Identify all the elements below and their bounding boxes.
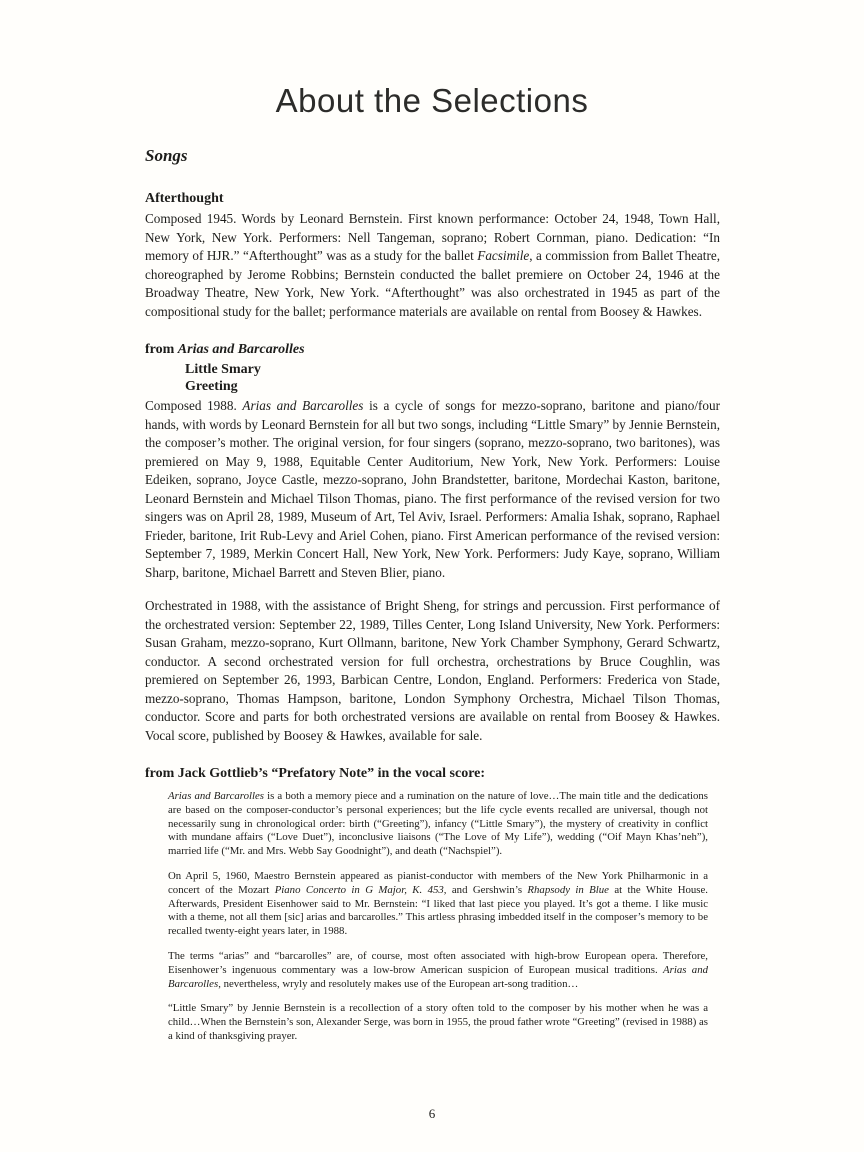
work-heading-arias-and-barcarolles: from Arias and Barcarolles: [145, 342, 305, 357]
gottlieb-quote-2: On April 5, 1960, Maestro Bernstein appeared as pianist-conductor with members of the New York Philharmonic in a concert of the Mozart Piano Concerto in G Major, K. 453, and Gershwin’s Rhapsody in Blue at the White House. Afterwards, President Eisenhower said to Mr. Bernstein: “I liked that last piece you played. It’s got a theme. I like music with a theme, not all them [sic] arias and barcarolles.” This artless phrasing imbedded itself in the composer’s memory to be recalled twenty-eight years later, in 1988.: [168, 869, 708, 938]
gottlieb-prefatory-note-heading: from Jack Gottlieb’s “Prefatory Note” in the vocal score:: [145, 766, 486, 781]
page-number: 6: [428, 1106, 436, 1121]
page-content: [145, 146, 720, 1044]
arias-paragraph-1: Composed 1988. Arias and Barcarolles is a cycle of songs for mezzo-soprano, baritone and piano/four hands, with words by Leonard Bernstein for all but two songs, including “Little Smary” by Jennie Bernstein, the composer’s mother. The original version, for four singers (soprano, mezzo-soprano, two baritones), was premiered on May 9, 1988, Equitable Center Auditorium, New York, New York. Performers: Louise Edeiken, soprano, Joyce Castle, mezzo-soprano, John Brandstetter, baritone, Mordechai Kaston, baritone, Leonard Bernstein and Michael Tilson Thomas, piano. The first performance of the revised version for two singers was on April 28, 1989, Museum of Art, Tel Aviv, Israel. Performers: Amalia Ishak, soprano, Raphael Frieder, baritone, Irit Rub-Levy and Ariel Cohen, piano. First American performance of the revised version: September 7, 1989, Merkin Concert Hall, New York, New York. Performers: Judy Kaye, soprano, William Sharp, baritone, Michael Barrett and Steven Blier, piano.: [145, 398, 720, 580]
section-heading-songs: Songs: [145, 146, 188, 165]
song-title-little-smary: Little Smary: [185, 362, 261, 377]
page-title: About the Selections: [275, 82, 589, 119]
gottlieb-quote-block: [145, 790, 720, 1044]
gottlieb-quote-4: “Little Smary” by Jennie Bernstein is a recollection of a story often told to the composer by his mother when he was a child…When the Bernstein’s son, Alexander Serge, was born in 1955, the proud father wrote “Greeting” (revised in 1988) as a kind of thanksgiving prayer.: [168, 1002, 708, 1042]
afterthought-paragraph: Composed 1945. Words by Leonard Bernstein. First known performance: October 24, 1948, Town Hall, New York, New York. Performers: Nell Tangeman, soprano; Robert Cornman, piano. Dedication: “In memory of HJR.” “Afterthought” was as a study for the ballet Facsimile, a commission from Ballet Theatre, choreographed by Jerome Robbins; Bernstein conducted the ballet premiere on October 24, 1946 at the Broadway Theatre, New York, New York. “Afterthought” was also orchestrated in 1945 as part of the compositional study for the ballet; performance materials are available on rental from Boosey & Hawkes.: [145, 211, 720, 319]
song-title-greeting: Greeting: [185, 379, 238, 394]
work-heading-afterthought: Afterthought: [145, 191, 224, 206]
gottlieb-quote-1: Arias and Barcarolles is a both a memory piece and a rumination on the nature of love…The main title and the dedications are based on the composer-conductor’s personal experiences; but the life cycle events recalled are universal, though not necessarily sung in chronological order: birth (“Greeting”), infancy (“Little Smary”), the mystery of creativity in conflict with mundane affairs (“Love Duet”), inconclusive liaisons (“The Love of My Life”), wedding (“Oif Mayn Khas’neh”), married life (“Mr. and Mrs. Webb Say Goodnight”), and death (“Nachspiel”).: [168, 790, 709, 858]
arias-paragraph-2: Orchestrated in 1988, with the assistance of Bright Sheng, for strings and percussion. First performance of the orchestrated version: September 22, 1989, Tilles Center, Long Island University, New York. Performers: Susan Graham, mezzo-soprano, Kurt Ollmann, baritone, New York Chamber Symphony, Gerard Schwartz, conductor. A second orchestrated version for full orchestra, orchestrations by Bruce Coughlin, was premiered on September 26, 1993, Barbican Centre, London, England. Performers: Frederica von Stade, mezzo-soprano, Thomas Hampson, baritone, London Symphony Orchestra, Michael Tilson Thomas, conductor. Score and parts for both orchestrated versions are available on rental from Boosey & Hawkes. Vocal score, published by Boosey & Hawkes, available for sale.: [145, 598, 720, 743]
gottlieb-quote-3: The terms “arias” and “barcarolles” are, of course, most often associated with high-brow European opera. Therefore, Eisenhower’s ingenuous commentary was a low-brow American suspicion of European musical traditions. Arias and Barcarolles, nevertheless, wryly and resolutely makes use of the European art-song tradition…: [168, 949, 709, 990]
